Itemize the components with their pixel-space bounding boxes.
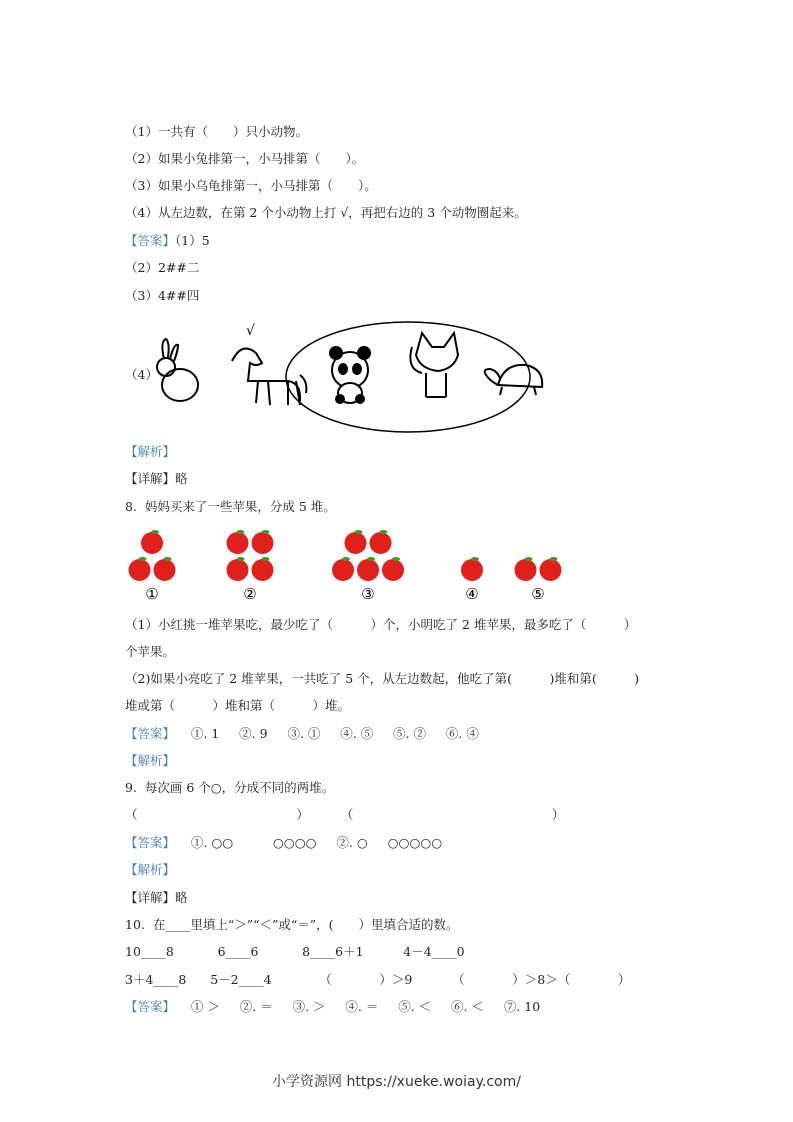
detail-tag: 【详解】 (125, 471, 176, 486)
apple-icon (515, 559, 537, 581)
apple-leaf (237, 530, 245, 534)
q8-sub2b: 堆或第（ ）堆和第（ ）堆。 (125, 698, 351, 713)
q9-detail (125, 890, 188, 906)
answer-text: （1）5 (175, 233, 210, 248)
detail-tag: 【详解】 (125, 890, 176, 905)
answer-text: ①. 1 ②. 9 ③. ① ④. ⑤ ⑤. ② ⑥. ④ (175, 726, 479, 741)
apple-icon (461, 559, 483, 581)
answer-tag: 【答案】 (125, 726, 176, 741)
apple-pile (227, 530, 274, 581)
footer-watermark: 小学资源网 https://xueke.woiay.com/ (272, 1074, 521, 1090)
q10-row1: 10____8 6____6 8____6＋1 4－4____0 (125, 944, 465, 959)
apple-leaf (471, 557, 479, 561)
apple-icon (357, 559, 379, 581)
q8-answer (125, 726, 479, 742)
answer-tag: 【答案】 (125, 233, 176, 248)
apple-icon (227, 532, 249, 554)
apple-icon (154, 559, 176, 581)
q7-analysis (125, 444, 175, 460)
apple-leaf (237, 557, 245, 561)
q7-sub1: （1）一共有（ ）只小动物。 (125, 124, 308, 139)
animals-figure (150, 315, 570, 440)
apple-icon (382, 559, 404, 581)
q7-sub4: （4）从左边数，在第 2 个小动物上打 √，再把右边的 3 个动物圈起来。 (125, 205, 527, 220)
q8-sub1a: （1）小红挑一堆苹果吃，最少吃了（ ）个，小明吃了 2 堆苹果，最多吃了（ ） (125, 617, 637, 632)
apple-piles-figure (120, 525, 580, 605)
pile-label: ④ (465, 585, 479, 603)
apple-icon (540, 559, 562, 581)
q8-sub2a: （2)如果小亮吃了 2 堆苹果，一共吃了 5 个，从左边数起，他吃了第( )堆和第( ) (125, 671, 640, 686)
q8-sub1b: 个苹果。 (125, 644, 176, 659)
apple-leaf (550, 557, 558, 561)
apple-leaf (139, 557, 147, 561)
rabbit-icon (157, 339, 198, 401)
apple-pile (332, 530, 404, 581)
q9-blanks: （ ） （ ） (125, 807, 565, 822)
pile-label: ① (145, 585, 159, 603)
apple-leaf (525, 557, 533, 561)
panda-icon (330, 347, 370, 403)
answer-text: ①. ○○ ○○○○ ②. ○ ○○○○○ (175, 835, 443, 850)
q9-title: 9. 每次画 6 个○，分成不同的两堆。 (125, 780, 335, 795)
q7-answer-2: （2）2##二 (125, 260, 200, 275)
q7-answer-3: （3）4##四 (125, 288, 200, 303)
q7-sub3: （3）如果小乌龟排第一，小马排第（ ）。 (125, 178, 377, 193)
apple-leaf (380, 530, 388, 534)
analysis-tag: 【解析】 (125, 444, 176, 459)
apple-leaf (262, 530, 270, 534)
apple-icon (141, 532, 163, 554)
apple-pile (129, 530, 176, 581)
q10-row2: 3＋4____8 5－2____4 （ ）＞9 （ ）＞8＞（ ） (125, 972, 631, 987)
pile-label: ② (243, 585, 257, 603)
apple-pile (461, 557, 483, 581)
turtle-icon (485, 365, 543, 395)
check-mark: √ (246, 323, 255, 339)
apple-icon (370, 532, 392, 554)
apple-leaf (355, 530, 363, 534)
apple-icon (252, 532, 274, 554)
q8-title: 8. 妈妈买来了一些苹果，分成 5 堆。 (125, 499, 336, 514)
q7-answer-1 (125, 233, 210, 249)
apple-leaf (164, 557, 172, 561)
apple-leaf (392, 557, 400, 561)
q8-analysis (125, 753, 175, 769)
answer-tag: 【答案】 (125, 999, 176, 1014)
analysis-tag: 【解析】 (125, 753, 176, 768)
fox-icon (410, 333, 458, 397)
answer-tag: 【答案】 (125, 835, 176, 850)
apple-icon (227, 559, 249, 581)
answer-text: ① ＞ ②. ＝ ③. ＞ ④. ＝ ⑤. ＜ ⑥. ＜ ⑦. 10 (175, 999, 541, 1014)
q7-detail (125, 471, 188, 487)
apple-pile (515, 557, 562, 581)
apple-icon (332, 559, 354, 581)
q10-answer (125, 999, 540, 1015)
apple-icon (252, 559, 274, 581)
pile-label: ③ (361, 585, 375, 603)
apple-leaf (262, 557, 270, 561)
apple-icon (345, 532, 367, 554)
pile-label: ⑤ (531, 585, 545, 603)
analysis-tag: 【解析】 (125, 862, 176, 877)
q9-analysis (125, 862, 175, 878)
q9-answer (125, 835, 442, 851)
apple-leaf (342, 557, 350, 561)
apple-leaf (151, 530, 159, 534)
apple-leaf (367, 557, 375, 561)
detail-text: 略 (175, 471, 188, 486)
circle-around-animals (286, 322, 530, 432)
q7-sub2: （2）如果小兔排第一，小马排第（ ）。 (125, 151, 365, 166)
q10-title: 10. 在____里填上“＞”“＜”或“＝”，( ）里填合适的数。 (125, 917, 459, 932)
apple-icon (129, 559, 151, 581)
q7-answer-4-label: （4） (125, 367, 158, 382)
detail-text: 略 (175, 890, 188, 905)
